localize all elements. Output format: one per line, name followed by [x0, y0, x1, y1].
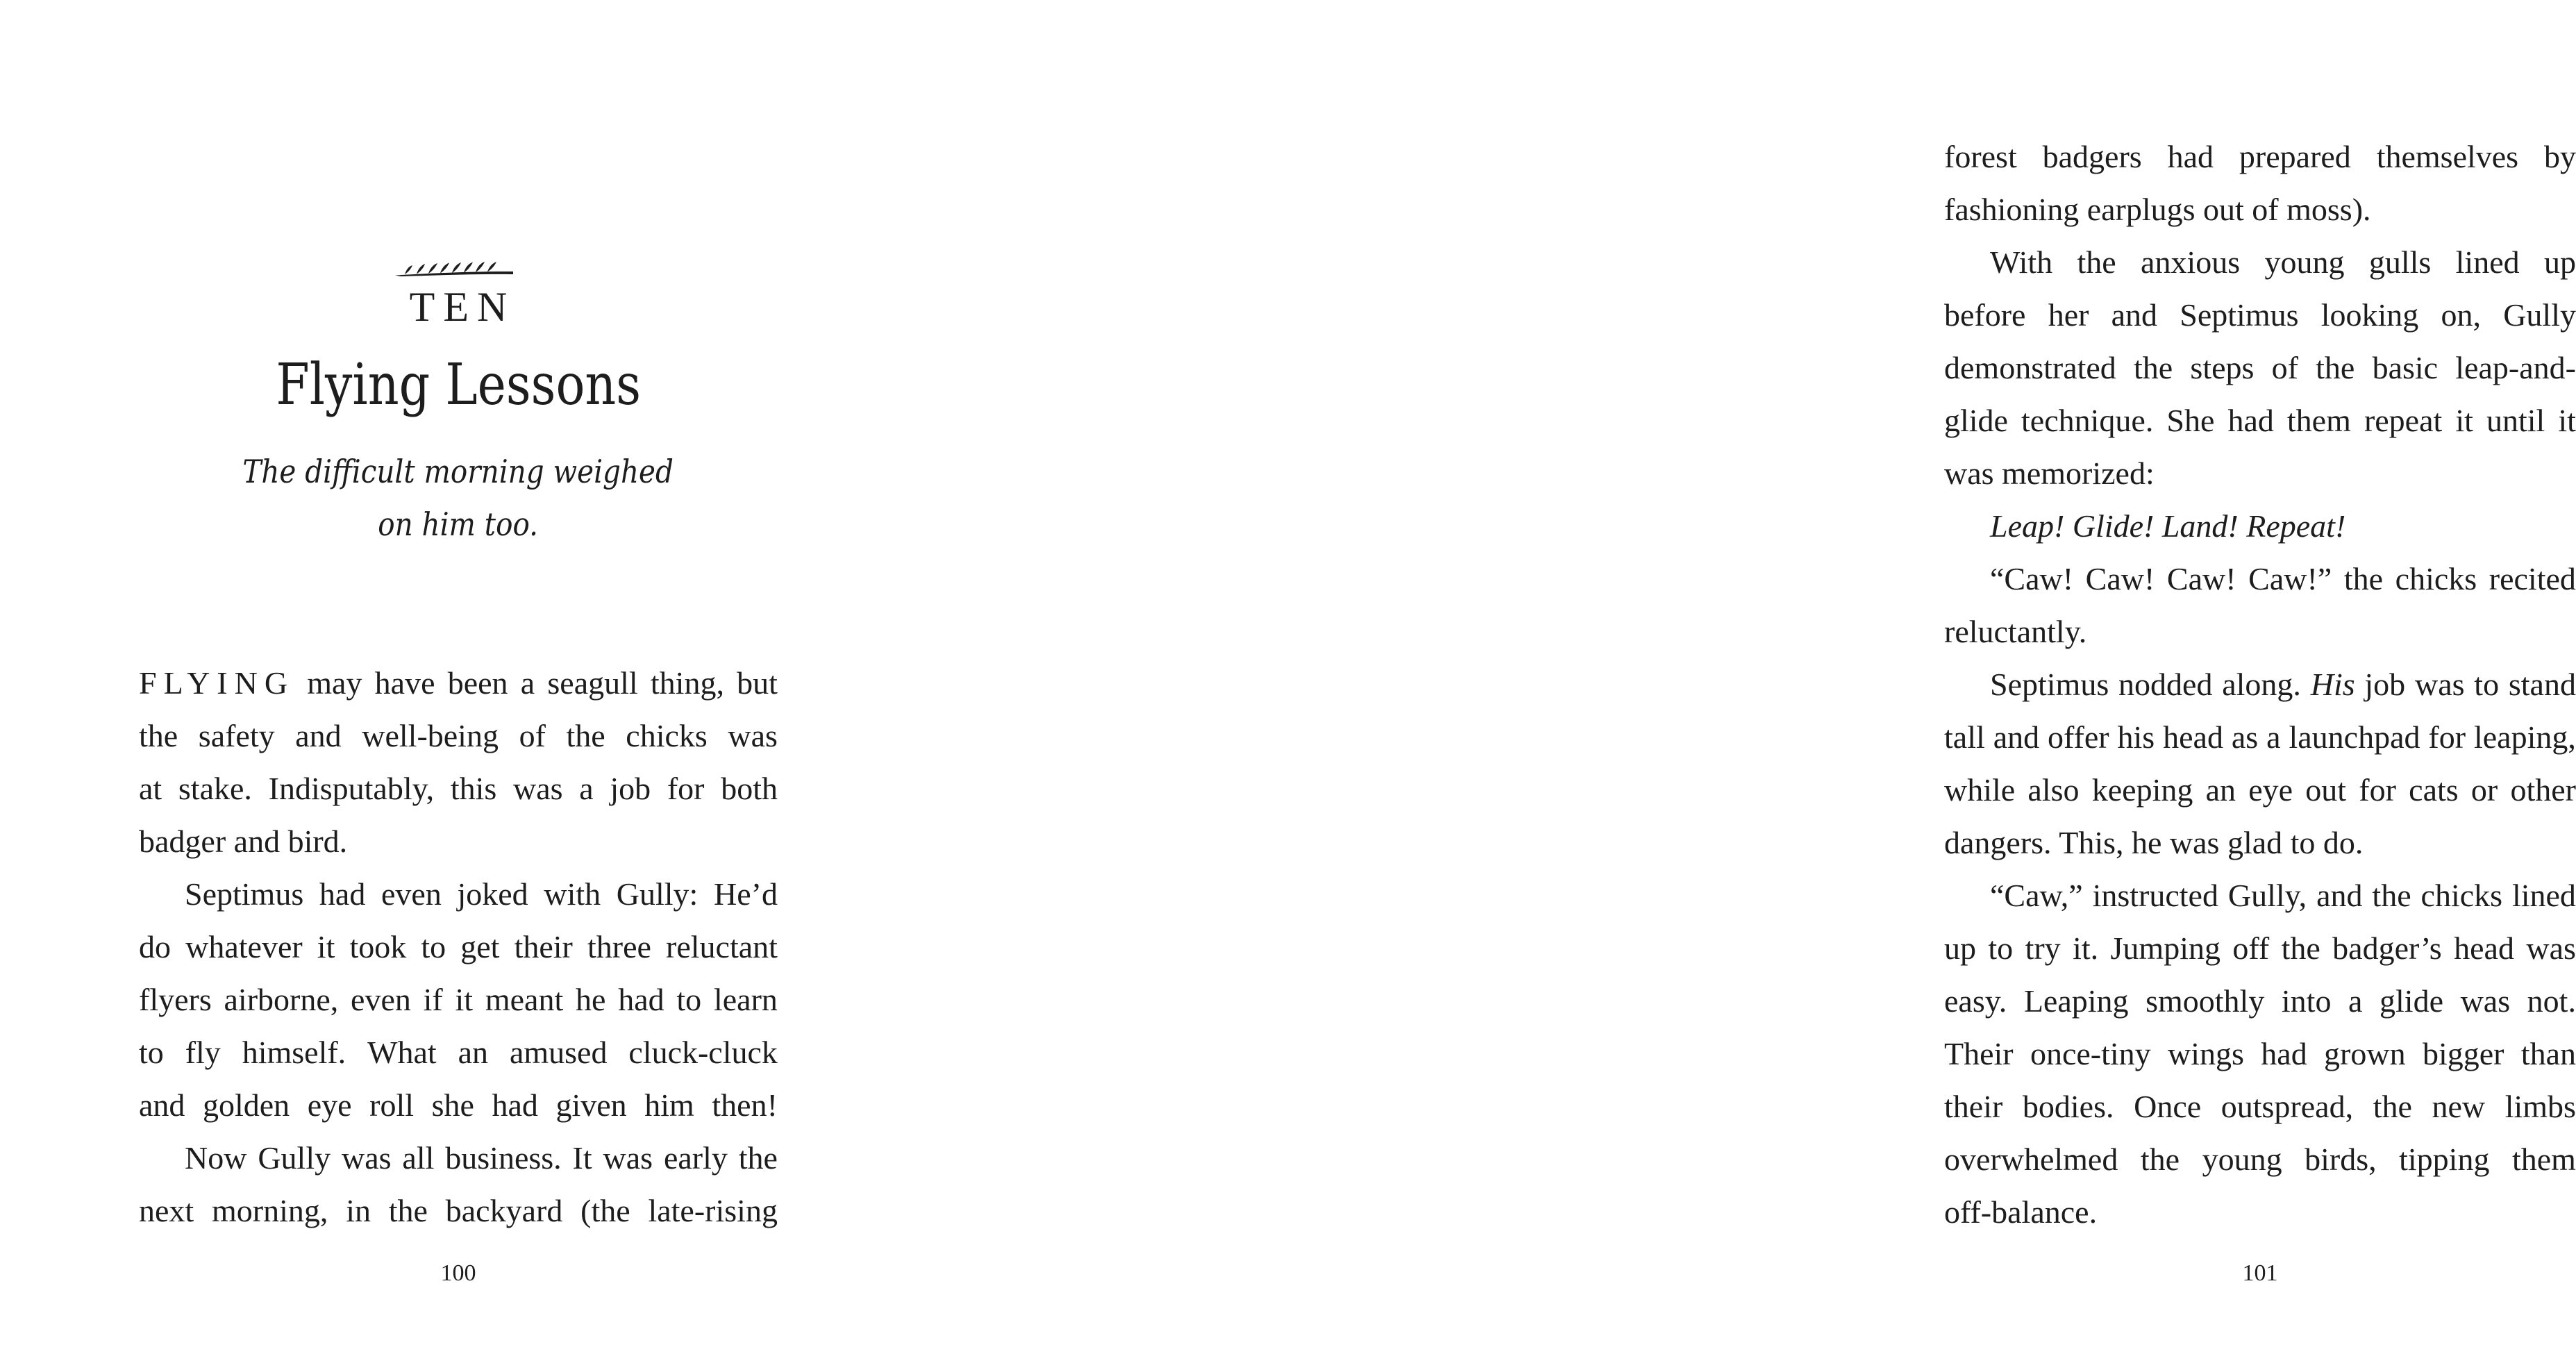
body-text-line	[139, 762, 778, 815]
word: by	[2543, 139, 2576, 174]
word: even	[351, 982, 411, 1017]
body-text-line	[139, 1132, 778, 1185]
word: Leaping	[2023, 983, 2129, 1019]
page-number-right: 101	[2242, 1260, 2278, 1286]
word: flyers	[139, 982, 212, 1017]
word: chicks	[626, 718, 708, 753]
word: Once	[2134, 1089, 2202, 1124]
word: to	[1988, 930, 2014, 966]
word: themselves	[2376, 139, 2519, 174]
word: outspread,	[2220, 1089, 2354, 1124]
word: of	[2271, 350, 2298, 385]
word: the	[2343, 561, 2384, 596]
chapter-number: TEN	[409, 284, 516, 330]
word: out	[2305, 772, 2347, 808]
word: Their	[1944, 1036, 2014, 1071]
word: Caw!”	[2248, 561, 2332, 596]
word: the	[2372, 878, 2411, 913]
word: thing,	[650, 665, 724, 701]
word: himself.	[242, 1035, 346, 1070]
body-text-line	[1944, 183, 2576, 236]
body-text-line	[139, 973, 778, 1026]
word: a	[2348, 983, 2363, 1019]
body-text-line	[1944, 342, 2576, 394]
body-text-line	[139, 868, 778, 921]
word: Caw!	[2085, 561, 2155, 596]
word: had	[319, 876, 366, 912]
word: It	[572, 1140, 592, 1176]
word: FLYING	[139, 665, 295, 701]
body-text-line	[1944, 1028, 2576, 1080]
word: it	[2558, 403, 2576, 438]
body-text-line	[1944, 869, 2576, 922]
word: had	[2167, 139, 2214, 174]
word: took	[349, 929, 407, 964]
word: young	[2202, 1142, 2282, 1177]
word: an	[2205, 772, 2236, 808]
body-text-line	[1944, 922, 2576, 975]
word: up	[1944, 930, 1976, 966]
word: for	[2359, 772, 2396, 808]
word: What	[367, 1035, 437, 1070]
word: try	[2025, 930, 2061, 966]
word: the	[2077, 244, 2116, 280]
word: lined	[2511, 878, 2576, 913]
word: as	[2231, 719, 2259, 755]
body-text-line	[1944, 817, 2576, 869]
word: grown	[2324, 1036, 2406, 1071]
word: other	[2510, 772, 2576, 808]
word: repeat	[2364, 403, 2443, 438]
word: Jumping	[2110, 930, 2220, 966]
text-segment: Leap! Glide! Land! Repeat!	[1990, 508, 2346, 544]
word: offer	[2048, 719, 2109, 755]
body-text-line	[139, 921, 778, 973]
word: had	[2227, 403, 2274, 438]
body-text-line	[1944, 447, 2576, 500]
page-number-left: 100	[440, 1260, 476, 1286]
left-page	[0, 0, 903, 1354]
word: their	[514, 929, 573, 964]
word: while	[1944, 772, 2016, 808]
body-text-line	[139, 815, 778, 868]
word: roll	[369, 1087, 415, 1123]
word: for	[2428, 719, 2466, 755]
word: chicks	[2395, 561, 2477, 596]
word: to	[2474, 667, 2500, 702]
word: them	[2286, 403, 2351, 438]
word: or	[2470, 772, 2498, 808]
word: in	[346, 1193, 371, 1228]
chapter-title	[139, 351, 778, 420]
word: an	[458, 1035, 489, 1070]
body-text-line	[1944, 500, 2576, 553]
word: fly	[185, 1035, 221, 1070]
word: morning,	[212, 1193, 328, 1228]
word: stake.	[178, 771, 252, 806]
word: airborne,	[224, 982, 339, 1017]
word: late-rising	[648, 1193, 778, 1228]
word: instructed	[2092, 878, 2218, 913]
word: had	[492, 1087, 538, 1123]
word: at	[139, 771, 162, 806]
word: badger’s	[2332, 930, 2442, 966]
word: three	[587, 929, 651, 964]
word: tall	[1944, 719, 1985, 755]
word: birds,	[2305, 1142, 2377, 1177]
word: steps	[2190, 350, 2255, 385]
word: bodies.	[2022, 1089, 2114, 1124]
chapter-title-text: Flying Lessons	[276, 352, 641, 418]
word: it	[317, 929, 335, 964]
word: eye	[2248, 772, 2293, 808]
word: Now	[185, 1140, 247, 1176]
text-segment: fashioning earplugs out of moss).	[1944, 192, 2371, 227]
word: bigger	[2422, 1036, 2504, 1071]
word: head	[2163, 719, 2223, 755]
text-segment: off-balance.	[1944, 1194, 2098, 1230]
body-text-line	[139, 657, 778, 710]
word: nodded	[2118, 667, 2213, 702]
word: was	[603, 1140, 653, 1176]
word: but	[737, 665, 778, 701]
word: prepared	[2239, 139, 2351, 174]
word: “Caw!	[1990, 561, 2074, 596]
word: golden	[202, 1087, 290, 1123]
word: before	[1944, 297, 2026, 333]
word: launchpad	[2289, 719, 2420, 755]
word: wings	[2168, 1036, 2244, 1071]
body-text-line	[139, 1185, 778, 1237]
word: recited	[2489, 561, 2576, 596]
body-text-line	[1944, 605, 2576, 658]
word: off	[2232, 930, 2270, 966]
word: Septimus	[1990, 667, 2109, 702]
word: the	[388, 1193, 428, 1228]
word: have	[374, 665, 435, 701]
word: he	[576, 982, 606, 1017]
word: glide	[1944, 403, 2008, 438]
word: it	[2455, 403, 2473, 438]
word: not.	[2527, 983, 2576, 1019]
word: then!	[712, 1087, 778, 1123]
word: safety	[198, 718, 275, 753]
word: a	[520, 665, 535, 701]
word: the	[2134, 350, 2173, 385]
word: new	[2432, 1089, 2486, 1124]
body-text-line	[1944, 394, 2576, 447]
word: this	[450, 771, 497, 806]
word: head	[2454, 930, 2514, 966]
word: on,	[2441, 297, 2481, 333]
word: was	[341, 1140, 392, 1176]
word: and	[295, 718, 342, 753]
word: gulls	[2368, 244, 2432, 280]
word: and	[139, 1087, 185, 1123]
body-text-line	[1944, 1080, 2576, 1133]
word: seagull	[547, 665, 638, 701]
word: once-tiny	[2030, 1036, 2151, 1071]
word: demonstrated	[1944, 350, 2116, 385]
word: forest	[1944, 139, 2017, 174]
word: to	[139, 1035, 164, 1070]
word: She	[2166, 403, 2215, 438]
body-text-line	[139, 1026, 778, 1079]
word: glide	[2380, 983, 2443, 1019]
word: chicks	[2420, 878, 2503, 913]
word: and	[1993, 719, 2040, 755]
word: cats	[2409, 772, 2459, 808]
word: given	[555, 1087, 627, 1123]
body-text-line	[1944, 975, 2576, 1028]
word: into	[2281, 983, 2332, 1019]
word: Gully	[2503, 297, 2576, 333]
word: do	[139, 929, 171, 964]
word: reluctant	[666, 929, 778, 964]
word: with	[544, 876, 601, 912]
word: Septimus	[185, 876, 304, 912]
word: all	[402, 1140, 435, 1176]
word: leap-and-	[2455, 350, 2576, 385]
body-text-line	[1944, 711, 2576, 764]
epigraph-line: on him too.	[378, 505, 539, 543]
word: badgers	[2042, 139, 2142, 174]
word: the	[2281, 930, 2320, 966]
word: keeping	[2091, 772, 2193, 808]
word: whatever	[185, 929, 303, 964]
body-text-left	[139, 657, 778, 1237]
feather-ornament-icon	[394, 258, 515, 279]
word: backyard	[445, 1193, 563, 1228]
word: was	[728, 718, 778, 753]
word: technique.	[2021, 403, 2154, 438]
word: tipping	[2399, 1142, 2490, 1177]
word: next	[139, 1193, 194, 1228]
word: cluck-cluck	[628, 1035, 778, 1070]
word: anxious	[2141, 244, 2241, 280]
word: and	[2316, 878, 2363, 913]
word: amused	[509, 1035, 608, 1070]
word: to	[421, 929, 446, 964]
word: Gully,	[2227, 878, 2307, 913]
word: Indisputably,	[268, 771, 435, 806]
body-text-line	[1944, 1186, 2576, 1239]
epigraph-line: The difficult morning weighed	[242, 453, 674, 490]
word: been	[447, 665, 508, 701]
text-segment: was memorized:	[1944, 455, 2155, 491]
word: the	[2316, 350, 2355, 385]
word: the	[2140, 1142, 2180, 1177]
word: eye	[307, 1087, 352, 1123]
word: Septimus	[2180, 297, 2299, 333]
word: lined	[2455, 244, 2520, 280]
body-text-line	[1944, 764, 2576, 817]
word: until	[2486, 403, 2545, 438]
word: leaping,	[2473, 719, 2576, 755]
word: smoothly	[2146, 983, 2265, 1019]
word: may	[307, 665, 362, 701]
word: young	[2264, 244, 2345, 280]
word: was	[513, 771, 563, 806]
word: overwhelmed	[1944, 1142, 2118, 1177]
word: her	[2048, 297, 2089, 333]
word: and	[2111, 297, 2158, 333]
body-text-right	[1944, 131, 2576, 1239]
body-text-line	[139, 1079, 778, 1132]
word: it.	[2073, 930, 2099, 966]
word: job	[610, 771, 651, 806]
word: business.	[445, 1140, 562, 1176]
word: stand	[2508, 667, 2576, 702]
word: job	[2364, 667, 2406, 702]
word: had	[618, 982, 664, 1017]
body-text-line	[1944, 131, 2576, 183]
word: Gully:	[616, 876, 699, 912]
word: easy.	[1944, 983, 2007, 1019]
word: the	[2373, 1089, 2412, 1124]
word: early	[663, 1140, 728, 1176]
word: to	[676, 982, 702, 1017]
word: (the	[580, 1193, 630, 1228]
body-text-line	[1944, 236, 2576, 289]
word: had	[2261, 1036, 2307, 1071]
word: was	[2460, 983, 2511, 1019]
word: for	[667, 771, 705, 806]
word: than	[2520, 1036, 2576, 1071]
word: both	[721, 771, 778, 806]
word: she	[431, 1087, 474, 1123]
word: His	[2310, 667, 2355, 702]
word: of	[519, 718, 546, 753]
word: Caw!	[2166, 561, 2236, 596]
word: get	[460, 929, 500, 964]
word: up	[2543, 244, 2576, 280]
word: was	[2526, 930, 2576, 966]
word: them	[2511, 1142, 2576, 1177]
word: “Caw,”	[1990, 878, 2083, 913]
body-text-line	[1944, 1133, 2576, 1186]
word: the	[566, 718, 605, 753]
body-text-line	[1944, 553, 2576, 605]
word: basic	[2372, 350, 2439, 385]
body-text-line	[1944, 289, 2576, 342]
text-segment: dangers. This, he was glad to do.	[1944, 825, 2364, 860]
text-segment: reluctantly.	[1944, 614, 2087, 649]
word: Gully	[258, 1140, 331, 1176]
body-text-line	[1944, 658, 2576, 711]
word: the	[139, 718, 178, 753]
word: a	[579, 771, 594, 806]
word: even	[380, 876, 442, 912]
word: learn	[713, 982, 778, 1017]
word: was	[2414, 667, 2465, 702]
word: He’d	[714, 876, 778, 912]
word: limbs	[2504, 1089, 2576, 1124]
right-page	[903, 0, 2576, 1354]
word: a	[2266, 719, 2281, 755]
word: meant	[485, 982, 564, 1017]
word: well-being	[362, 718, 499, 753]
text-segment: badger and bird.	[139, 824, 348, 859]
word: their	[1944, 1089, 2003, 1124]
word: along.	[2222, 667, 2301, 702]
body-text-line	[139, 710, 778, 762]
word: his	[2117, 719, 2155, 755]
word: looking	[2320, 297, 2419, 333]
chapter-epigraph	[139, 445, 778, 551]
word: the	[738, 1140, 778, 1176]
word: With	[1990, 244, 2053, 280]
word: it	[455, 982, 474, 1017]
word: if	[423, 982, 443, 1017]
word: also	[2027, 772, 2080, 808]
word: joked	[457, 876, 528, 912]
word: him	[644, 1087, 694, 1123]
